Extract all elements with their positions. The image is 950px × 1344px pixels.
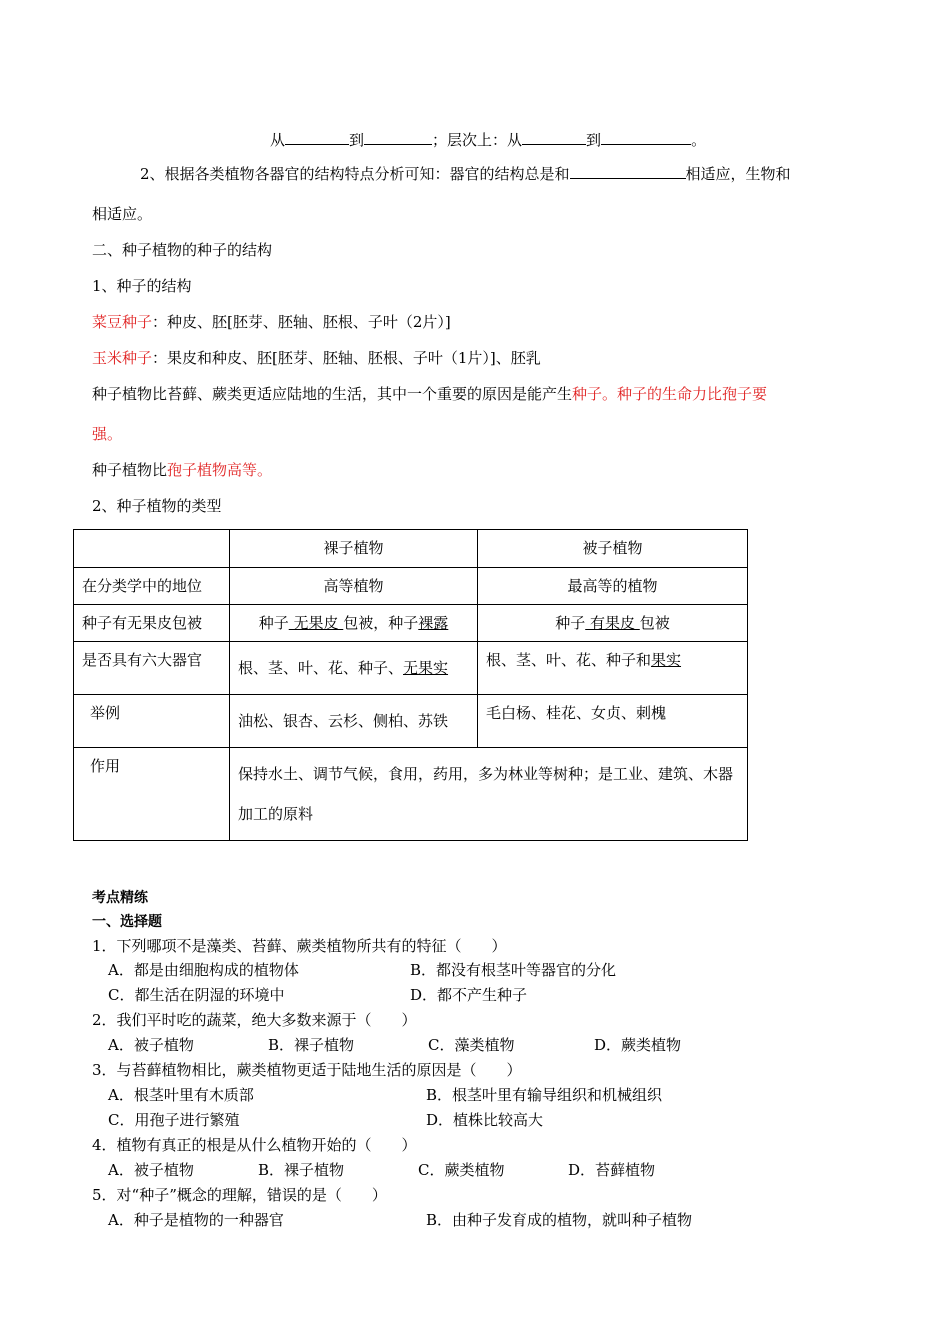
table-header-gymnosperm: 裸子植物 [230, 530, 478, 568]
table-cell: 油松、银杏、云杉、侧柏、苏铁 [230, 695, 478, 748]
cell-answer: 裸露 [418, 614, 449, 632]
question-3: 3．与苔藓植物相比，蕨类植物更适于陆地生活的原因是（ ） [92, 1061, 522, 1079]
text-from: 从 [270, 131, 286, 149]
table-row [74, 642, 748, 695]
option: C．用孢子进行繁殖 [108, 1111, 240, 1129]
paragraph-1 [92, 384, 767, 404]
question-4: 4．植物有真正的根是从什么植物开始的（ ） [92, 1136, 417, 1154]
option: C．藻类植物 [428, 1036, 515, 1054]
text-level: ；层次上：从 [432, 131, 523, 149]
table-cell [478, 605, 748, 642]
cell-text: 种子 [258, 614, 289, 632]
paragraph-1-cont: 强。 [92, 425, 123, 443]
point-2-cont: 相适应。 [92, 205, 153, 223]
sub-1-title: 1、种子的结构 [92, 277, 192, 295]
cell-answer: 果实 [651, 651, 682, 669]
option: C．蕨类植物 [418, 1161, 505, 1179]
cell-text: 根、茎、叶、花、种子、 [238, 659, 404, 677]
option: A．都是由细胞构成的植物体 [108, 961, 299, 979]
table-row [74, 568, 748, 605]
para-1-a: 种子植物比苔藓、蕨类更适应陆地的生活，其中一个重要的原因是能产生 [92, 385, 573, 403]
point-2 [140, 162, 791, 184]
option: A．根茎叶里有木质部 [108, 1086, 254, 1104]
choice-title: 一、选择题 [92, 914, 162, 930]
option: D．苔藓植物 [568, 1161, 656, 1179]
section-2-title: 二、种子植物的种子的结构 [92, 241, 273, 259]
table-cell [478, 642, 748, 695]
table-cell [230, 605, 478, 642]
table-cell: 毛白杨、桂花、女贞、刺槐 [478, 695, 748, 748]
text-period: 。 [691, 131, 707, 149]
para-2-a: 种子植物比 [92, 461, 168, 479]
option: B．裸子植物 [268, 1036, 355, 1054]
cell-text: 包被 [639, 614, 670, 632]
table-row [74, 748, 748, 841]
table-cell [74, 530, 230, 568]
question-5: 5．对“种子”概念的理解，错误的是（ ） [92, 1186, 387, 1204]
point-2-text-a: 2、根据各类植物各器官的结构特点分析可知：器官的结构总是和 [140, 165, 570, 183]
cell-text: 根、茎、叶、花、种子和 [486, 651, 652, 669]
para-1-b: 种子 [572, 385, 603, 403]
table-row [74, 695, 748, 748]
blank-5 [570, 162, 686, 179]
option: C．都生活在阴湿的环境中 [108, 986, 285, 1004]
fill-in-line [270, 128, 706, 150]
option: B．根茎叶里有输导组织和机械组织 [426, 1086, 663, 1104]
table-cell: 在分类学中的地位 [74, 568, 230, 605]
corn-text: ：果皮和种皮、胚[胚芽、胚轴、胚根、子叶（1片）]、胚乳 [152, 349, 541, 367]
bean-text: ：种皮、胚[胚芽、胚轴、胚根、子叶（2片）] [152, 313, 451, 331]
para-1-c: 。种子的生命力比孢子要 [602, 385, 768, 403]
option: B．裸子植物 [258, 1161, 345, 1179]
table-cell: 种子有无果皮包被 [74, 605, 230, 642]
question-2: 2．我们平时吃的蔬菜，绝大多数来源于（ ） [92, 1011, 417, 1029]
option: B．由种子发育成的植物，就叫种子植物 [426, 1211, 693, 1229]
option: A．种子是植物的一种器官 [108, 1211, 284, 1229]
blank-2 [364, 128, 432, 145]
bean-seed [92, 312, 451, 332]
blank-3 [522, 128, 586, 145]
table-cell [230, 642, 478, 695]
para-2-b: 孢子植物高等。 [167, 461, 273, 479]
point-2-text-b: 相适应，生物和 [685, 165, 791, 183]
option: D．植株比较高大 [426, 1111, 544, 1129]
question-1: 1．下列哪项不是藻类、苔藓、蕨类植物所共有的特征（ ） [92, 937, 507, 955]
blank-4 [601, 128, 691, 145]
table-cell: 举例 [74, 695, 230, 748]
table-cell: 是否具有六大器官 [74, 642, 230, 695]
blank-1 [285, 128, 349, 145]
cell-answer: 有果皮 [585, 614, 640, 632]
option: D．都不产生种子 [410, 986, 528, 1004]
cell-text: 种子 [555, 614, 586, 632]
table-cell: 保持水土、调节气候，食用，药用，多为林业等树种；是工业、建筑、木器加工的原料 [230, 748, 748, 841]
table-cell: 最高等的植物 [478, 568, 748, 605]
corn-seed [92, 348, 541, 368]
table-row [74, 605, 748, 642]
table-row [74, 530, 748, 568]
table-header-angiosperm: 被子植物 [478, 530, 748, 568]
option: A．被子植物 [108, 1161, 194, 1179]
text-to: 到 [349, 131, 365, 149]
sub-2-title: 2、种子植物的类型 [92, 497, 222, 515]
option: A．被子植物 [108, 1036, 194, 1054]
text-to-2: 到 [586, 131, 602, 149]
bean-label: 菜豆种子 [92, 313, 153, 331]
table-cell: 高等植物 [230, 568, 478, 605]
option: D．蕨类植物 [594, 1036, 682, 1054]
seed-plant-types-table [73, 529, 748, 841]
table-cell: 作用 [74, 748, 230, 841]
corn-label: 玉米种子 [92, 349, 153, 367]
option: B．都没有根茎叶等器官的分化 [410, 961, 617, 979]
cell-answer: 无果皮 [288, 614, 344, 632]
cell-answer: 无果实 [403, 659, 449, 677]
cell-text: 包被，种子 [343, 614, 419, 632]
kaodian-title: 考点精练 [92, 890, 148, 906]
paragraph-2 [92, 460, 272, 480]
